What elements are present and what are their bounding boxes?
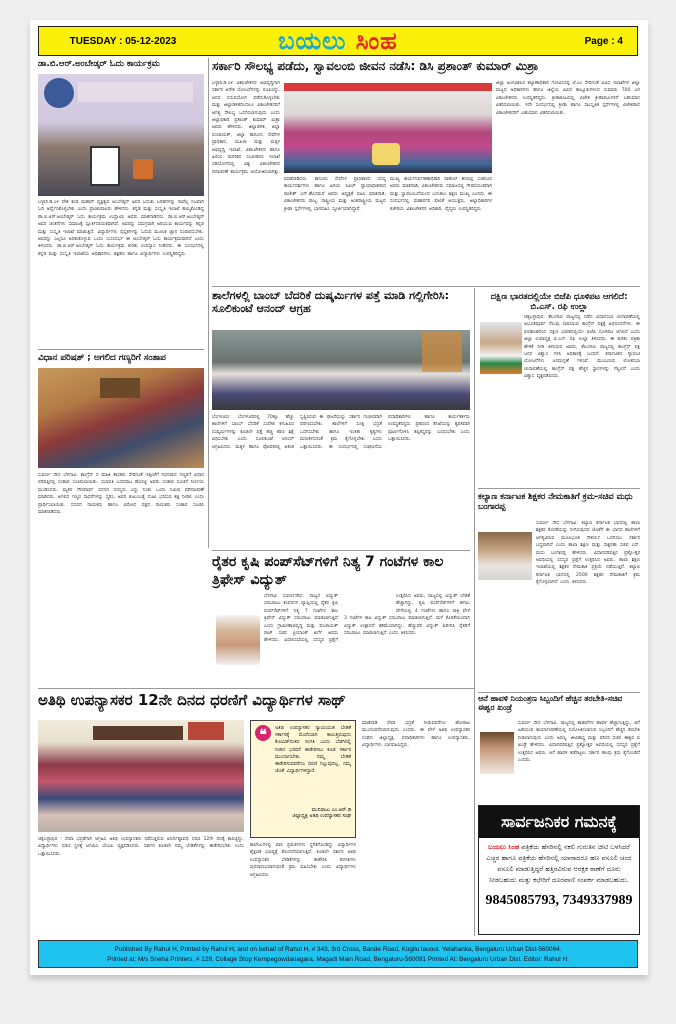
- aane-body-text: ಸುವರ್ಣ ಸೌಧ ಬೆಳಗಾವಿ, ರಾಜ್ಯದಲ್ಲಿ ಕಾಡಾನೆಗಳ ಹಾವಳಿ ಹೆಚ್ಚಾಗುತ್ತಿದ್ದು, ಆನೆ ಹಿಡಿಯುವ ಕಾರ್ಯಾಚರಣೆಯಲ್ಲಿ ನಿಯೋಜಿಸಲಾಗುವ ಸಿಬ್ಬಂದಿಗೆ ಹೆಚ್ಚಿನ ತರಬೇತಿ ನೀಡಲಾಗುವುದು ಎಂದು ಅರಣ್ಯ, ಜೀವಿಶಾಸ್ತ್ರ ಮತ್ತು ಪರಿಸರ ಸಚಿವ ಈಶ್ವರ ಬಿ ಖಂಡ್ರೆ ಹೇಳಿದರು. ವಿಧಾನಪರಿಷತ್ತಿನ ಪ್ರಶ್ನೋತ್ತರ ಅವಧಿಯಲ್ಲಿ ಸದಸ್ಯರ ಪ್ರಶ್ನೆಗೆ ಉತ್ತರಿಸಿದ ಅವರು, ಆನೆ ಹಾವಳಿ ತಡೆಗಟ್ಟಲು ಸರ್ಕಾರ ಹಲವು ಕ್ರಮ ಕೈಗೊಂಡಿದೆ ಎಂದರು.: [518, 721, 640, 764]
- notice-text: [479, 838, 639, 890]
- masthead: [38, 26, 638, 56]
- lead-body-left: ಬಳ್ಳಾರಿ.ಡಿ.೦೪ ವಿಕಲಚೇತನರ ಅಭಿವೃದ್ಧಿಗಾಗಿ ಸರ್ಕಾರ ಅನೇಕ ಯೋಜನೆಗಳನ್ನು ರೂಪಿಸಿದ್ದು, ಅದರ ಸದುಪಯೋಗ ಪಡೆದುಕೊಳ್ಳಬೇಕು ಮತ್ತು ಜಿಲ್ಲಾಡಳಿತದಿಂದಲೂ ವಿಕಲಚೇತನರಿಗೆ ಅಗತ್ಯ ಸೌಲಭ್ಯ ಒದಗಿಸಲಾಗುವುದು ಎಂದು ಜಿಲ್ಲಾಧಿಕಾರಿ ಪ್ರಶಾಂತ್ ಕುಮಾರ್ ಮಿಶ್ರಾ ಅವರು ಹೇಳಿದರು. ಜಿಲ್ಲಾಡಳಿತ, ಜಿಲ್ಲಾ ಪಂಚಾಯತ್, ಜಿಲ್ಲಾ ಕಾನೂನು ಸೇವೆಗಳ ಪ್ರಾಧಿಕಾರ, ಮಹಿಳಾ ಮತ್ತು ಮಕ್ಕಳ ಅಭಿವೃದ್ಧಿ ಇಲಾಖೆ, ವಿಕಲಚೇತನರ ಹಾಗೂ ಹಿರಿಯ ನಾಗರಿಕರ ಸಬಲೀಕರಣ ಇಲಾಖೆ ಸಹಯೋಗದಲ್ಲಿ ವಿಶ್ವ ವಿಕಲಚೇತನರ ದಿನಾಚರಣೆ ಕಾರ್ಯಕ್ರಮ ಆಯೋಜಿಸಲಾಗಿತ್ತು.: [212, 81, 280, 175]
- ambedkar-body: ಬಳ್ಳಾರಿ.ಡಿ.೦೪ ದೇಶ ಕಂಡ ಮಹಾನ್ ವ್ಯಕ್ತಿತ್ವದ ಅಂಬೇಡ್ಕರ್ ಅವರ ಬದುಕು ಬರಹಗಳನ್ನು ನಾವೆಲ್ಲ ನಿಜವಾಗಿ ಓದಿ ಅರ್ಥೈಸಿಕೊಳ್ಳಬೇಕು ಎಂದು ಪ್ರಾಂಶುಪಾಲರು ಹೇಳಿದರು. ಕನ್ನಡ ಮತ್ತು ಸಂಸ್ಕೃತಿ ಇಲಾಖೆ ಹಮ್ಮಿಕೊಂಡಿದ್ದ ಡಾ.ಬಿ.ಆರ್.ಅಂಬೇಡ್ಕರ್ ಓದು ಕಾರ್ಯಕ್ರಮ ಉದ್ಘಾಟಿಸಿ ಅವರು ಮಾತನಾಡಿದರು. ಡಾ.ಬಿ.ಆರ್.ಅಂಬೇಡ್ಕರ್ ಅವರ ಚಿಂತನೆಗಳು ಸಮಾಜಕ್ಕೆ ಸ್ಪೂರ್ತಿದಾಯಕವಾಗಿವೆ, ಅವರನ್ನು ಸಮಗ್ರವಾಗಿ ಅರಿಯುವ ಕಾರ್ಯವನ್ನು ಕನ್ನಡ ಮತ್ತು ಸಂಸ್ಕೃತಿ ಇಲಾಖೆ ಮಾಡುತ್ತಿದೆ. ವಿದ್ಯಾರ್ಥಿಗಳು ಪುಸ್ತಕಗಳನ್ನು ಓದುವ ಮೂಲಕ ಜ್ಞಾನ ಸಂಪಾದಿಸಬೇಕು. ಅವರನ್ನು ಎಲ್ಲರೂ ಅರಿತುಕೊಳ್ಳುವ ಒಂದು ಸುಸಂದರ್ಭ ಈ ಅಂಬೇಡ್ಕರ್ ಓದು ಕಾರ್ಯಕ್ರಮವಾಗಿದೆ ಎಂದು ತಿಳಿಸಿದರು. ಡಾ.ಬಿ.ಆರ್.ಅಂಬೇಡ್ಕರ್ ಓದು ಕಾರ್ಯಕ್ರಮ ಕುರಿತು ಉಪನ್ಯಾಸ ನೀಡಿದರು. ಈ ಸಂದರ್ಭದಲ್ಲಿ ಕನ್ನಡ ಮತ್ತು ಸಂಸ್ಕೃತಿ ಇಲಾಖೆಯ ಅಧಿಕಾರಿಗಳು, ಶಿಕ್ಷಕರು ಹಾಗೂ ವಿದ್ಯಾರ್ಥಿಗಳು ಉಪಸ್ಥಿತರಿದ್ದರು.: [38, 200, 204, 257]
- aane-body: [478, 720, 640, 800]
- notice-brand: ಬಯಲು ಸಿಂಹ: [488, 843, 520, 851]
- ambedkar-headline: ಡಾ.ಬಿ.ಆರ್.ಅಂಬೇಡ್ಕರ್ ಓದು ಕಾರ್ಯಕ್ರಮ: [38, 59, 160, 69]
- vidhana-body: ಸುವರ್ಣ ಸೌಧ ಬೆಳಗಾವಿ: ಕಾಂಗ್ರೆಸ್ ನ ಮಾಜಿ ಶಾಸಕರು ಸೇರಿದಂತೆ ಇತ್ತೀಚೆಗೆ ನಿಧನರಾದ ಗಣ್ಯರಿಗೆ ವಿಧಾನ ಪರಿಷತ್ತಿನಲ್ಲಿ ಸಂತಾಪ ಸೂಚಿಸಲಾಯಿತು. ಸಭಾಪತಿ ಬಸವರಾಜ ಹೊರಟ್ಟಿ ಅವರು ಸಂತಾಪ ಸೂಚನೆ ನಿರ್ಣಯ ಮಂಡಿಸಿದರು. ಮೃತರ ಗೌರವಾರ್ಥ ಸದನದ ಸದಸ್ಯರು ಎದ್ದು ನಿಂತು ಒಂದು ನಿಮಿಷ ಮೌನಾಚರಣೆ ಮಾಡಿದರು. ಅಗಲಿದ ಗಣ್ಯರ ಸಾಧನೆಗಳನ್ನು ಸ್ಮರಿಸಿ, ಅವರ ಕುಟುಂಬಕ್ಕೆ ದುಃಖ ಭರಿಸುವ ಶಕ್ತಿ ನೀಡಲಿ ಎಂದು ಪ್ರಾರ್ಥಿಸಲಾಯಿತು. ಸದನದ ನಾಯಕರು ಹಾಗೂ ವಿರೋಧ ಪಕ್ಷದ ನಾಯಕರು ಸಂತಾಪ ಸೂಚಿಸಿ ಮಾತನಾಡಿದರು.: [38, 473, 204, 516]
- protest-group-photo: [212, 330, 470, 410]
- ambedkar-portrait-badge: [44, 78, 74, 108]
- title-part-2: ಸಿಂಹ: [355, 27, 398, 55]
- imprint-line-2: Printed at: M/s Sneha Printers, # 129, Collage Stop Kempegowdanagara, Magadi Main Road, Bengaluru-560091 Printed At: Bengaluru Urban Dist. Editor: Rahul H.: [107, 956, 569, 963]
- column-divider: [208, 58, 209, 548]
- vidhana-headline: ವಿಧಾನ ಪರಿಷತ್ ; ಅಗಲಿದ ಗಣ್ಯರಿಗೆ ಸಂತಾಪ: [38, 353, 166, 363]
- newspaper-page: [30, 20, 648, 975]
- column-divider: [474, 688, 475, 936]
- section-divider: [38, 349, 204, 350]
- notice-phone-numbers: 9845085793, 7349337989: [485, 893, 633, 908]
- lead-body-mid-1: ಮಾತನಾಡಿದರು. ಕಾನೂನು ಸೇವೆಗಳ ಪ್ರಾಧಿಕಾರದ ಸದಸ್ಯ ಕಾರ್ಯದರ್ಶಿಗಳು ಹಾಗೂ ಹಿರಿಯ ಸಿವಿಲ್ ನ್ಯಾಯಾಧೀಶರಾದ ರಾಜೇಶ್ ಎನ್.ಹೊಸಮನೆ ಅವರು ಅಧ್ಯಕ್ಷತೆ ವಹಿಸಿ ಮಾತನಾಡಿ, ವಿಕಲಚೇತನರು ರಾಜ್ಯ, ರಾಷ್ಟ್ರೀಯ ಮತ್ತು ಅಂತರಾಷ್ಟ್ರೀಯ ಮಟ್ಟದ ಕ್ರೀಡಾ ಸ್ಪರ್ಧೆಗಳಲ್ಲಿ ಭಾಗವಹಿಸಿ ಸ್ಫೂರ್ತಿಯಾಗಿದ್ದಾರೆ.: [284, 177, 386, 212]
- lecturers-protest-photo: [38, 720, 244, 832]
- section-divider: [38, 688, 474, 689]
- section-divider: [478, 488, 640, 489]
- plant-pot: [133, 159, 153, 179]
- issue-date: TUESDAY : 05-12-2023: [69, 35, 177, 47]
- speaker-podium: [100, 378, 140, 398]
- kalyana-body-text: ಸುವರ್ಣ ಸೌಧ ಬೆಳಗಾವಿ: ಕಲ್ಯಾಣ ಕರ್ನಾಟಕ ಭಾಗದಲ್ಲಿ ಶಾಲಾ ಶಿಕ್ಷಕರ ಕೊರತೆಯನ್ನು ನೀಗಿಸುವುದರ ಜೊತೆಗೆ ಈ ಭಾಗದ ಶಾಲೆಗಳಿಗೆ ಅಗತ್ಯವಿರುವ ಮೂಲಭೂತ ಸೌಕರ್ಯ ಒದಗಿಸಲು ಸರ್ಕಾರ ಬದ್ಧವಾಗಿದೆ ಎಂದು ಶಾಲಾ ಶಿಕ್ಷಣ ಮತ್ತು ಸಾಕ್ಷರತಾ ಸಚಿವ ಎಸ್. ಮಧು ಬಂಗಾರಪ್ಪ ಹೇಳಿದರು. ವಿಧಾನಪರಿಷತ್ತಿನ ಪ್ರಶ್ನೋತ್ತರ ಅವಧಿಯಲ್ಲಿ ಸದಸ್ಯರ ಪ್ರಶ್ನೆಗೆ ಉತ್ತರಿಸಿದ ಅವರು, ಶಾಲಾ ಶಿಕ್ಷಣ ಇಲಾಖೆಯಲ್ಲಿ ಶಿಕ್ಷಕರ ನೇಮಕಾತಿ ಪ್ರಕ್ರಿಯೆ ನಡೆಯುತ್ತಿದೆ. ಕಲ್ಯಾಣ ಕರ್ನಾಟಕ ಭಾಗದಲ್ಲಿ 2500 ಶಿಕ್ಷಕರ ನೇಮಕಾತಿಗೆ ಕ್ರಮ ಕೈಗೊಳ್ಳಲಾಗಿದೆ ಎಂದು ತಿಳಿಸಿದರು.: [536, 521, 640, 586]
- athithi-body-mid: ಕಾಲೇಜುಗಳಲ್ಲಿ ಪಾಠ ಪ್ರವಚನಗಳು ಸ್ಥಗಿತಗೊಂಡಿದ್ದು ವಿದ್ಯಾರ್ಥಿಗಳ ಶೈಕ್ಷಣಿಕ ಭವಿಷ್ಯಕ್ಕೆ ತೊಂದರೆಯಾಗುತ್ತಿದೆ. ಕೂಡಲೇ ಸರ್ಕಾರ ಅತಿಥಿ ಉಪನ್ಯಾಸಕರ ಬೇಡಿಕೆಗಳನ್ನು ಈಡೇರಿಸಿ ತರಗತಿಗಳು ಪುನರಾರಂಭವಾಗುವಂತೆ ಕ್ರಮ ವಹಿಸಬೇಕು ಎಂದು ವಿದ್ಯಾರ್ಥಿಗಳು ಆಗ್ರಹಿಸಿದರು.: [250, 843, 356, 878]
- aane-headline: ಆನೆ ಹಾವಳಿ ನಿಯಂತ್ರಣ ಸಿಬ್ಬಂದಿಗೆ ಹೆಚ್ಚಿನ ತರಬೇತಿ-ಸಚಿವ ಈಶ್ವರ ಖಂಡ್ರೆ: [478, 694, 623, 712]
- title-part-1: ಬಯಲು: [278, 27, 347, 55]
- event-banner: [78, 82, 193, 102]
- quote-box: [250, 720, 356, 838]
- lead-body-mid-2: ಮುಖ್ಯ ಕಾರ್ಯನಿರ್ವಹಣಾಧಿಕಾರಿ ರಾಹುಲ್ ಶರಣಪ್ಪ ಸಂಕನೂರ ಅವರು ಮಾತನಾಡಿ, ವಿಕಲಚೇತನರು ಸಮಾಜದಲ್ಲಿ ಗೌರವಯುತವಾಗಿ ಮತ್ತು ಸ್ವಾವಲಂಬನೆಯಿಂದ ಬದುಕಲು ಶಿಕ್ಷಣ ಮುಖ್ಯ ಎಂದರು. ಈ ಸಂದರ್ಭದಲ್ಲಿ ಮಹಾನಗರ ಪಾಲಿಕೆ ಆಯುಕ್ತರು, ಜಿಲ್ಲಾಧಿಕಾರಿಗಳ ಕಚೇರಿಯ ವಿಕಲಚೇತನರ ಅಧಿಕಾರಿ, ವೈದ್ಯರು ಉಪಸ್ಥಿತರಿದ್ದರು.: [390, 177, 492, 212]
- lead-headline: ಸರ್ಕಾರಿ ಸೌಲಭ್ಯ ಪಡೆದು, ಸ್ವಾವಲಂಬಿ ಜೀವನ ನಡೆಸಿ: ಡಿಸಿ ಪ್ರಶಾಂತ್ ಕುಮಾರ್ ಮಿಶ್ರಾ: [212, 59, 539, 73]
- imprint-line-1: Published By Rahul H, Printed by Rahul H, and on behalf of Rahul H, # 343, 3rd Cross, Bande Road, Kogilu lauout. Yelahanka, Bengaluru Urban Dist-560064.: [114, 946, 562, 953]
- athithi-body-left: ಚಿಕ್ಕಬಳ್ಳಾಪುರ : ಸೇವಾ ಭದ್ರತೆಗಾಗಿ ಆಗ್ರಹಿಸಿ ಅತಿಥಿ ಉಪನ್ಯಾಸಕರು ನಡೆಸುತ್ತಿರುವ ಅನಿರ್ದಿಷ್ಟಾವಧಿ ಧರಣಿ 12ನೇ ದಿನಕ್ಕೆ ಕಾಲಿಟ್ಟಿದ್ದು, ವಿದ್ಯಾರ್ಥಿಗಳು ಧರಣಿ ಸ್ಥಳಕ್ಕೆ ಆಗಮಿಸಿ ಬೆಂಬಲ ವ್ಯಕ್ತಪಡಿಸಿದರು. ಸರ್ಕಾರ ಕೂಡಲೇ ನಮ್ಮ ಬೇಡಿಕೆಗಳನ್ನು ಈಡೇರಿಸಬೇಕು ಎಂದು ಒತ್ತಾಯಿಸಿದರು.: [38, 837, 244, 857]
- gift-bag: [372, 143, 400, 165]
- kalyana-headline: ಕಲ್ಯಾಣ ಕರ್ನಾಟಕ ಶಿಕ್ಷಕರ ನೇಮಕಾತಿಗೆ ಕ್ರಮ-ಸಚಿವ ಮಧು ಬಂಗಾರಪ್ಪ: [478, 491, 633, 511]
- column-divider: [474, 288, 475, 688]
- bjp-body-text: ಚಿಕ್ಕಬಳ್ಳಾಪುರ: ತೆಲಂಗಾಣ ರಾಜ್ಯದಲ್ಲಿ ನಡೆದ ವಿಧಾನಸಭಾ ಚುನಾವಣೆಯಲ್ಲಿ ಅಭೂತಪೂರ್ವ ಗೆಲುವು ಸಾಧಿಸಿರುವ ಕಾಂಗ್ರೆಸ್ ಪಕ್ಷಕ್ಕೆ ಅಭಿನಂದನೆಗಳು. ಈ ಫಲಿತಾಂಶದಿಂದ ದಕ್ಷಿಣ ಭಾರತದಲ್ಲಿಯೇ ಬಿಜೆಪಿ ಧೂಳಿಪಟ ಆಗಲಿದೆ ಎಂದು ಜಿಲ್ಲಾ ಉಪಾಧ್ಯಕ್ಷ ಬಿ.ಎಸ್. ರಫಿ ಉಲ್ಲಾ ತಿಳಿಸಿದರು. ಈ ಕುರಿತು ಪತ್ರಿಕಾ ಹೇಳಿಕೆ ನೀಡಿ ತಿಳಿಸಿರುವ ಅವರು, ತೆಲಂಗಾಣ ರಾಜ್ಯದಲ್ಲಿ ಕಾಂಗ್ರೆಸ್ ಪಕ್ಷ ಜನರ ವಿಶ್ವಾಸ ಗಳಿಸಿ ಅಧಿಕಾರಕ್ಕೆ ಬಂದಿದೆ. ಕರ್ನಾಟಕದ ಗ್ಯಾರಂಟಿ ಯೋಜನೆಗಳು ಜನಮನ್ನಣೆ ಗಳಿಸಿವೆ. ಮುಂಬರುವ ಲೋಕಸಭಾ ಚುನಾವಣೆಯಲ್ಲಿ ಕಾಂಗ್ರೆಸ್ ಪಕ್ಷ ಹೆಚ್ಚಿನ ಸ್ಥಾನಗಳನ್ನು ಗೆಲ್ಲಲಿದೆ ಎಂದು ವಿಶ್ವಾಸ ವ್ಯಕ್ತಪಡಿಸಿದರು.: [524, 315, 640, 380]
- schools-body: ಬೆಂಗಳೂರು: ಬೆಂಗಳೂರಿನಲ್ಲಿ 70ಕ್ಕೂ ಹೆಚ್ಚು ಶಾಲೆಗಳಿಗೆ ಬಾಂಬ್ ಬೆದರಿಕೆ ಸಂದೇಶ ಕಳುಹಿಸಿದ ದುಷ್ಕರ್ಮಿಗಳನ್ನು ಕೂಡಲೇ ಪತ್ತೆ ಹಚ್ಚಿ ಕಠಿಣ ಶಿಕ್ಷೆ ವಿಧಿಸಬೇಕು ಎಂದು ಸೂಲಿಕುಂಟೆ ಆನಂದ್ ಆಗ್ರಹಿಸಿದರು. ಮಕ್ಕಳ ಹಾಗೂ ಪೋಷಕರಲ್ಲಿ ಆತಂಕ ಸೃಷ್ಟಿಸಿರುವ ಈ ಘಟನೆಯನ್ನು ಸರ್ಕಾರ ಗಂಭೀರವಾಗಿ ಪರಿಗಣಿಸಬೇಕು. ಶಾಲೆಗಳಿಗೆ ಸೂಕ್ತ ಭದ್ರತೆ ಒದಗಿಸಬೇಕು ಹಾಗೂ ಇಂತಹ ಕೃತ್ಯಗಳು ಮರುಕಳಿಸದಂತೆ ಕ್ರಮ ಕೈಗೊಳ್ಳಬೇಕು ಎಂದು ಒತ್ತಾಯಿಸಿದರು. ಈ ಸಂದರ್ಭದಲ್ಲಿ ಸಂಘಟನೆಯ ಪದಾಧಿಕಾರಿಗಳು ಹಾಗೂ ಕಾರ್ಯಕರ್ತರು ಉಪಸ್ಥಿತರಿದ್ದರು. ಪ್ರಕರಣದ ತನಿಖೆಯನ್ನು ತ್ವರಿತವಾಗಿ ಪೂರ್ಣಗೊಳಿಸಿ ತಪ್ಪಿತಸ್ಥರನ್ನು ಬಂಧಿಸಬೇಕು ಎಂದು ಒತ್ತಾಯಿಸಿದರು.: [212, 415, 470, 450]
- raitha-body: [212, 593, 470, 685]
- bjp-headline: ದಕ್ಷಿಣ ಭಾರತದಲ್ಲಿಯೇ ಬಿಜೆಪಿ ಧೂಳಿಪಟ ಆಗಲಿದೆ: ಬಿ.ಎಸ್. ರಫಿ ಉಲ್ಲಾ: [490, 291, 628, 311]
- notice-body: ಪತ್ರಿಕೆಯ ಹೆಸರಿನಲ್ಲಿ ನಕಲಿ ಗುರುತಿನ ಚೀಟಿ ಬಳಸಿದರೆ ಎಚ್ಚರ ಹಾಗೂ ಪತ್ರಿಕೆಯ ಹೆಸರಿನಲ್ಲಿ ಯಾರಾದರೂ ಹಣ ವಸೂಲಿ ಚಂದ ವಸೂಲಿ ಮಾಡುತ್ತಿದ್ದರೆ ಹತ್ತಿರವಿರುವ ಆರಕ್ಷಕ ಠಾಣೆಗೆ ದೂರು ನೀಡಬಹುದು ಮತ್ತು ಕಛೇರಿಗೆ ದೂರವಾಣಿ ಸಂಪರ್ಕ ಮಾಡಬಹುದು.: [486, 843, 632, 884]
- newspaper-title: [278, 27, 398, 55]
- section-divider: [478, 692, 640, 693]
- quote-icon: ❝: [255, 725, 271, 741]
- athithi-headline: ಅತಿಥಿ ಉಪನ್ಯಾಸಕರ 12ನೇ ದಿನದ ಧರಣಿಗೆ ವಿದ್ಯಾರ್ಥಿಗಳ ಸಾಥ್: [38, 691, 346, 709]
- building-door: [93, 726, 183, 740]
- ambedkar-event-photo: [38, 74, 204, 196]
- imprint-footer: [38, 940, 638, 968]
- window: [422, 332, 462, 372]
- raitha-body-text: ಬೆಳಗಾವಿ ಸುವರ್ಣಸೌಧ: ರಾಜ್ಯದ ವಿದ್ಯುತ್ ಸರಬರಾಜು ಕಂಪನಿಗಳ ವ್ಯಾಪ್ತಿಯಲ್ಲಿ ರೈತರ ಕೃಷಿ ಪಂಪ್‌ಸೆಟ್‌ಗಳಿಗೆ ನಿತ್ಯ 7 ಗಂಟೆಗಳ ಕಾಲ ತ್ರಿಫೇಸ್ ವಿದ್ಯುತ್ ಸರಬರಾಜು ಮಾಡಲಾಗುತ್ತಿದೆ ಎಂದು ಗ್ರಾಮೀಣಾಭಿವೃದ್ಧಿ ಮತ್ತು ಪಂಚಾಯತ್ ರಾಜ್ ಸಚಿವ ಪ್ರಿಯಾಂಕ್ ಖರ್ಗೆ ಅವರು ಹೇಳಿದರು. ವಿಧಾನಸಭೆಯಲ್ಲಿ ಸದಸ್ಯರ ಪ್ರಶ್ನೆಗೆ ಉತ್ತರಿಸಿದ ಅವರು, ರಾಜ್ಯದಲ್ಲಿ ವಿದ್ಯುತ್ ಬೇಡಿಕೆ ಹೆಚ್ಚಾಗಿದ್ದು, ಕೃಷಿ ಪಂಪ್‌ಸೆಟ್‌ಗಳಿಗೆ ಹಗಲು ವೇಳೆಯಲ್ಲಿ 4 ಗಂಟೆಗಳು ಹಾಗೂ ರಾತ್ರಿ ವೇಳೆ 3 ಗಂಟೆಗಳ ಕಾಲ ವಿದ್ಯುತ್ ಸರಬರಾಜು ಮಾಡಲಾಗುತ್ತಿದೆ. ಮಳೆ ಕೊರತೆಯಿಂದಾಗಿ ವಿದ್ಯುತ್ ಉತ್ಪಾದನೆ ಕಡಿಮೆಯಾಗಿದ್ದು, ಹೆಚ್ಚುವರಿ ವಿದ್ಯುತ್ ಖರೀದಿಸಿ ರೈತರಿಗೆ ಸರಬರಾಜು ಮಾಡಲಾಗುತ್ತಿದೆ ಎಂದು ತಿಳಿಸಿದರು.: [264, 594, 470, 644]
- stage-banner: [284, 83, 492, 91]
- assembly-session-photo: [38, 368, 204, 468]
- quote-author-title: ಜಿಲ್ಲಾಧ್ಯಕ್ಷ ಅತಿಥಿ ಉಪನ್ಯಾಸಕರ ಸಂಘ: [292, 813, 351, 819]
- page-number: Page : 4: [584, 35, 623, 47]
- lead-body-right: ಜಿಲ್ಲಾ ಅಂಗವಿಕಲರ ಕಲ್ಯಾಣಾಧಿಕಾರಿ ಗೋವಿಂದಪ್ಪ ಜೆ.ಎಂ ಸೇರಿದಂತೆ ವಿವಿಧ ಇಲಾಖೆಗಳ ಜಿಲ್ಲಾ ಮಟ್ಟದ ಅಧಿಕಾರಿಗಳು ಹಾಗೂ ಜಿಲ್ಲೆಯ ವಿವಿಧ ತಾಲ್ಲೂಕುಗಳಿಂದ ಸುಮಾರು 700 ಜನ ವಿಕಲಚೇತನರು ಉಪಸ್ಥಿತರಿದ್ದರು. ಕ್ರೀಡಾಕೂಟದಲ್ಲಿ ವಿಜೇತ ಕ್ರೀಡಾಪಟುಗಳಿಗೆ ಬಹುಮಾನ ವಿತರಿಸಲಾಯಿತು. ಇದೇ ಸಂದರ್ಭದಲ್ಲಿ ಕ್ರೀಡಾ ಹಾಗೂ ಸಾಂಸ್ಕೃತಿಕ ಸ್ಪರ್ಧೆಗಳಲ್ಲಿ ವಿಜೇತರಾದ ವಿಕಲಚೇತನರಿಗೆ ಬಹುಮಾನ ವಿತರಿಸಲಾಯಿತು.: [496, 81, 640, 116]
- schools-headline: ಶಾಲೆಗಳಲ್ಲಿ ಬಾಂಬ್ ಬೆದರಿಕೆ ದುಷ್ಕರ್ಮಿಗಳ ಪತ್ತೆ ಮಾಡಿ ಗಲ್ಲಿಗೇರಿಸಿ: ಸೂಲಿಕುಂಟೆ ಆನಂದ್ ಆಗ್ರಹ: [212, 289, 449, 315]
- disability-day-group-photo: [284, 83, 492, 173]
- wall-poster: [188, 722, 224, 740]
- kalyana-body: [478, 520, 640, 688]
- quote-text: ಅತಿಥಿ ಉಪನ್ಯಾಸಕರ ನ್ಯಾಯಯುತ ಬೇಡಿಕೆ ಸರ್ಕಾರಕ್ಕೆ ಮೊರೆಯಾಗಿ ಕಾಲುತ್ತಿರುವುದು ಕೋವಿಡ್‌ನಂತರ ಸಂಗತಿ ಎಂದು ಬೆಡಗಿನಲ್ಲಿ ನೀಡಿದ ಭರವಸೆ ಈಡೇರಿಸಲು ಕೂಡ ಸರ್ಕಾರ ಮುಂದಾಗಬೇಕು. ನಮ್ಮ ಬೇಡಿಕೆ ಈಡೇರಿಸುವವರೆಗೂ ಧರಣಿ ನಿಲ್ಲುವುದಿಲ್ಲ. ನಮ್ಮ ಜೊತೆ ವಿದ್ಯಾರ್ಥಿಗಳಿದ್ದಾರೆ.: [275, 726, 351, 775]
- section-divider: [212, 286, 640, 287]
- public-notice: [478, 805, 640, 935]
- bjp-body: [478, 314, 640, 484]
- notice-heading: ಸಾರ್ವಜನಿಕರ ಗಮನಕ್ಕೆ: [479, 806, 639, 838]
- section-divider: [212, 550, 470, 551]
- ambedkar-frame: [90, 146, 120, 186]
- quote-author: ಮುನಿರಾಜು ಎಂ.ಆರ್.ಡಿ: [311, 807, 351, 813]
- raitha-headline: ರೈತರ ಕೃಷಿ ಪಂಪ್‌ಸೆಟ್‌ಗಳಿಗೆ ನಿತ್ಯ 7 ಗಂಟೆಗಳ ಕಾಲ ತ್ರಿಫೇಸ್ ವಿದ್ಯುತ್: [212, 554, 444, 588]
- athithi-body-right: ಮಾತನಾಡಿ ಸೇವಾ ಭದ್ರತೆ ನೀಡುವವರೆಗೂ ಹೋರಾಟ ಮುಂದುವರೆಸಲಾಗುವುದು ಎಂದರು. ಈ ವೇಳೆ ಅತಿಥಿ ಉಪನ್ಯಾಸಕರ ಸಂಘದ ಜಿಲ್ಲಾಧ್ಯಕ್ಷ, ಪದಾಧಿಕಾರಿಗಳು ಹಾಗೂ ಉಪನ್ಯಾಸಕರು, ವಿದ್ಯಾರ್ಥಿಗಳು ಭಾಗವಹಿಸಿದ್ದರು.: [362, 721, 470, 749]
